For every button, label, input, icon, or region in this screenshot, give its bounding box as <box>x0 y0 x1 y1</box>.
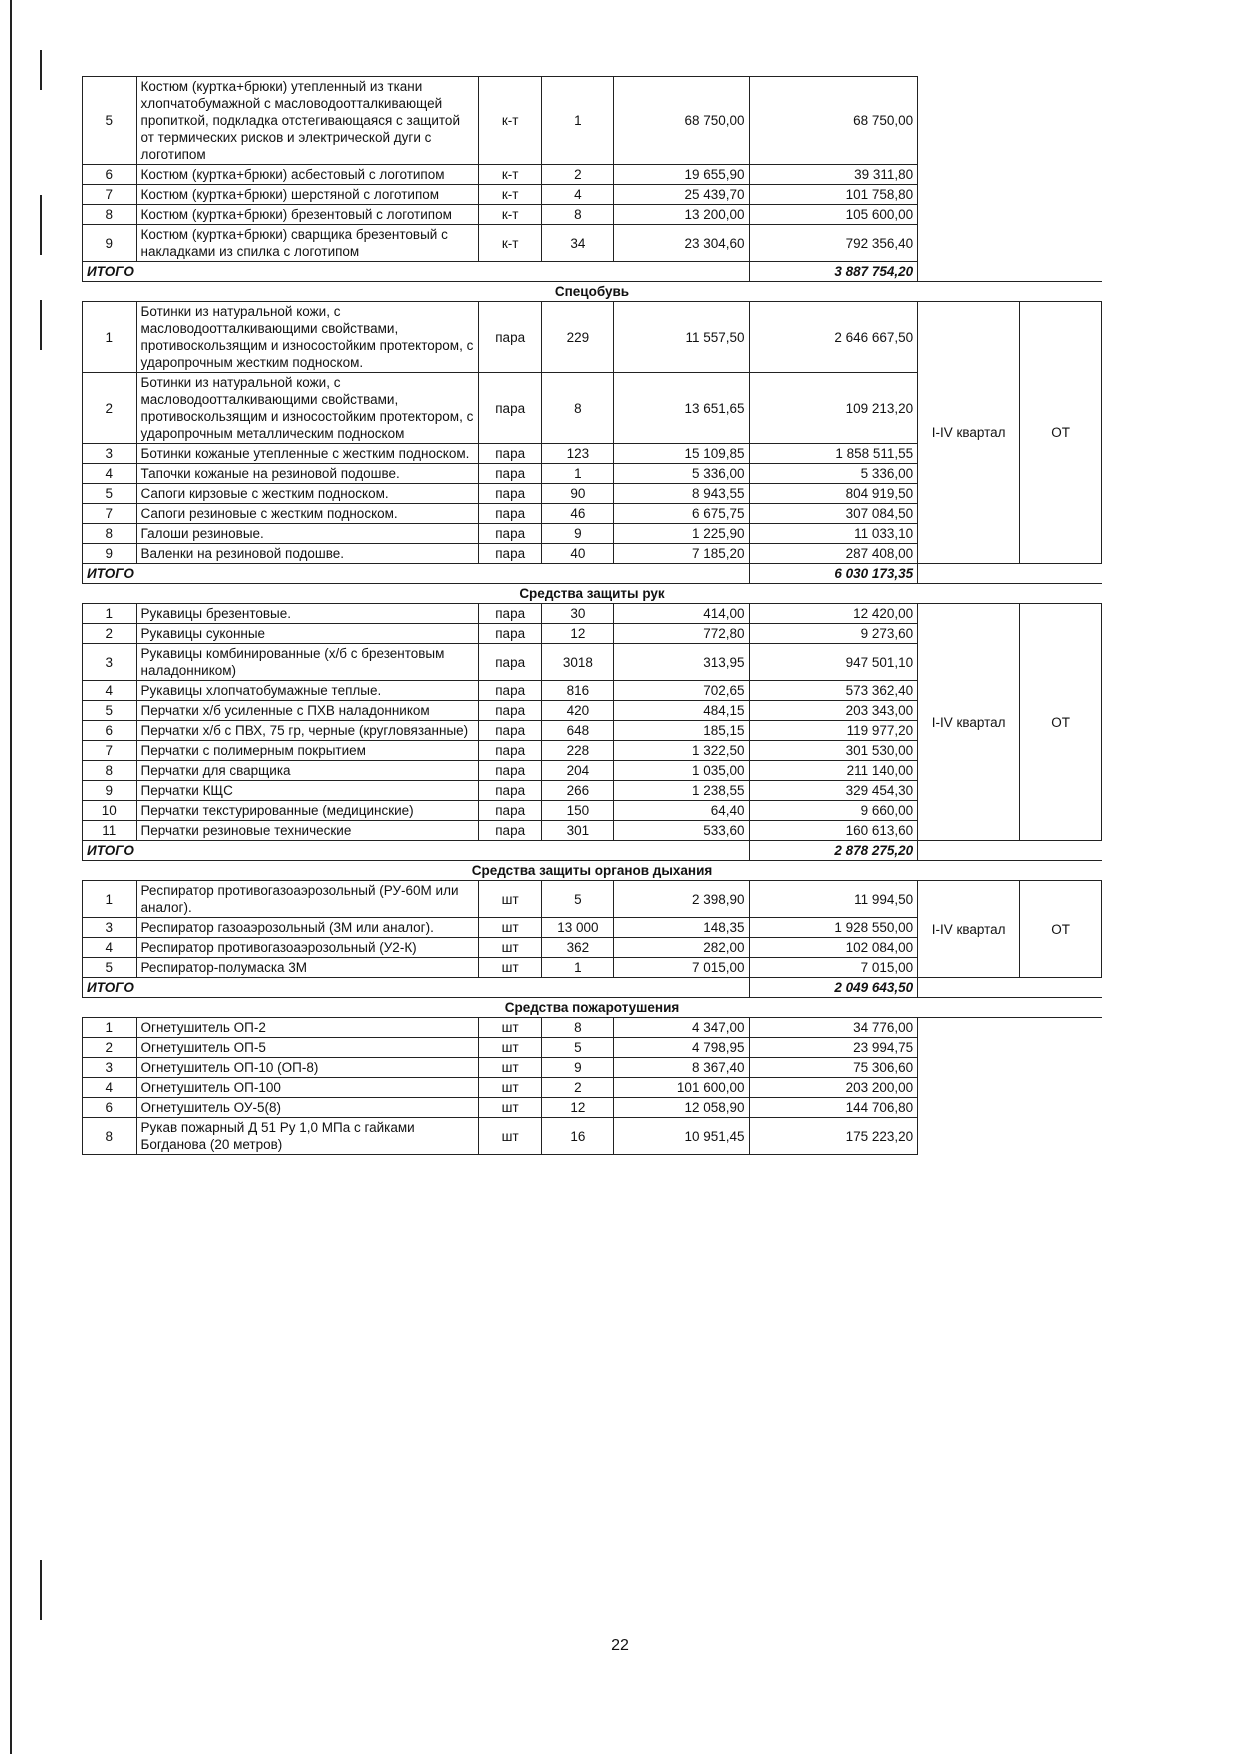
row-number: 8 <box>83 761 137 781</box>
quantity: 3018 <box>542 644 614 681</box>
quantity: 204 <box>542 761 614 781</box>
quantity: 1 <box>542 464 614 484</box>
unit: пара <box>478 821 542 841</box>
unit-price: 64,40 <box>614 801 749 821</box>
row-number: 4 <box>83 938 137 958</box>
total-value: 3 887 754,20 <box>749 262 918 282</box>
unit-price: 8 943,55 <box>614 484 749 504</box>
total-value: 6 030 173,35 <box>749 564 918 584</box>
row-number: 7 <box>83 185 137 205</box>
quantity: 4 <box>542 185 614 205</box>
item-name: Галоши резиновые. <box>136 524 478 544</box>
total-sum: 2 646 667,50 <box>749 302 918 373</box>
item-name: Ботинки кожаные утепленные с жестким подноском. <box>136 444 478 464</box>
unit-price: 8 367,40 <box>614 1058 749 1078</box>
unit: пара <box>478 524 542 544</box>
row-number: 5 <box>83 701 137 721</box>
row-number: 5 <box>83 77 137 165</box>
unit: шт <box>478 1078 542 1098</box>
unit: шт <box>478 938 542 958</box>
total-sum: 34 776,00 <box>749 1018 918 1038</box>
total-sum: 160 613,60 <box>749 821 918 841</box>
section-title: Средства защиты рук <box>83 584 1102 604</box>
row-number: 1 <box>83 1018 137 1038</box>
empty-cell <box>918 978 1102 998</box>
row-number: 9 <box>83 225 137 262</box>
procurement-table <box>82 76 1102 1155</box>
total-label: ИТОГО <box>83 841 750 861</box>
quantity: 9 <box>542 1058 614 1078</box>
quantity: 2 <box>542 165 614 185</box>
unit: пара <box>478 464 542 484</box>
unit: пара <box>478 624 542 644</box>
quantity: 150 <box>542 801 614 821</box>
quantity: 16 <box>542 1118 614 1155</box>
total-sum: 792 356,40 <box>749 225 918 262</box>
total-sum: 68 750,00 <box>749 77 918 165</box>
total-row <box>83 564 1102 584</box>
item-name: Перчатки для сварщика <box>136 761 478 781</box>
unit-price: 4 798,95 <box>614 1038 749 1058</box>
total-label: ИТОГО <box>83 262 750 282</box>
row-number: 7 <box>83 504 137 524</box>
row-number: 4 <box>83 464 137 484</box>
unit-price: 15 109,85 <box>614 444 749 464</box>
unit-price: 702,65 <box>614 681 749 701</box>
row-number: 3 <box>83 918 137 938</box>
section-header-row <box>83 861 1102 881</box>
total-sum: 203 343,00 <box>749 701 918 721</box>
item-name: Валенки на резиновой подошве. <box>136 544 478 564</box>
unit: к-т <box>478 225 542 262</box>
item-name: Респиратор противогазоаэрозольный (У2-К) <box>136 938 478 958</box>
total-sum: 307 084,50 <box>749 504 918 524</box>
row-number: 7 <box>83 741 137 761</box>
row-number: 1 <box>83 881 137 918</box>
row-number: 6 <box>83 1098 137 1118</box>
item-name: Респиратор-полумаска 3М <box>136 958 478 978</box>
row-number: 1 <box>83 302 137 373</box>
item-name: Костюм (куртка+брюки) асбестовый с логотипом <box>136 165 478 185</box>
item-name: Перчатки х/б усиленные с ПХВ наладонником <box>136 701 478 721</box>
total-sum: 9 660,00 <box>749 801 918 821</box>
table-row <box>83 1018 1102 1038</box>
unit: шт <box>478 1118 542 1155</box>
quantity: 8 <box>542 373 614 444</box>
row-number: 2 <box>83 373 137 444</box>
row-number: 5 <box>83 484 137 504</box>
page-number: 22 <box>611 1637 629 1654</box>
section-title: Средства пожаротушения <box>83 998 1102 1018</box>
item-name: Респиратор противогазоаэрозольный (РУ-60М или аналог). <box>136 881 478 918</box>
total-sum: 102 084,00 <box>749 938 918 958</box>
row-number: 6 <box>83 165 137 185</box>
quantity: 46 <box>542 504 614 524</box>
row-number: 9 <box>83 544 137 564</box>
quantity: 2 <box>542 1078 614 1098</box>
total-sum: 11 033,10 <box>749 524 918 544</box>
source-cell: ОТ <box>1020 302 1102 564</box>
total-sum: 12 420,00 <box>749 604 918 624</box>
total-sum: 39 311,80 <box>749 165 918 185</box>
quantity: 301 <box>542 821 614 841</box>
row-number: 8 <box>83 1118 137 1155</box>
scan-mark <box>40 50 42 90</box>
scan-mark <box>40 195 42 255</box>
empty-cell <box>918 841 1102 861</box>
row-number: 10 <box>83 801 137 821</box>
scan-edge-line <box>10 0 12 1754</box>
row-number: 11 <box>83 821 137 841</box>
scan-mark <box>40 300 42 350</box>
unit-price: 148,35 <box>614 918 749 938</box>
quantity: 8 <box>542 1018 614 1038</box>
section-header-row <box>83 998 1102 1018</box>
unit-price: 185,15 <box>614 721 749 741</box>
row-number: 3 <box>83 1058 137 1078</box>
table-row <box>83 881 1102 918</box>
quantity: 5 <box>542 1038 614 1058</box>
unit-price: 1 035,00 <box>614 761 749 781</box>
item-name: Тапочки кожаные на резиновой подошве. <box>136 464 478 484</box>
total-sum: 1 858 511,55 <box>749 444 918 464</box>
unit-price: 12 058,90 <box>614 1098 749 1118</box>
period-cell-empty <box>918 1018 1020 1155</box>
quantity: 1 <box>542 77 614 165</box>
total-sum: 1 928 550,00 <box>749 918 918 938</box>
row-number: 4 <box>83 681 137 701</box>
unit: пара <box>478 373 542 444</box>
unit-price: 11 557,50 <box>614 302 749 373</box>
table-row <box>83 302 1102 373</box>
item-name: Рукавицы комбинированные (х/б с брезентовым наладонником) <box>136 644 478 681</box>
unit-price: 19 655,90 <box>614 165 749 185</box>
period-cell: I-IV квартал <box>918 302 1020 564</box>
total-row <box>83 262 1102 282</box>
quantity: 266 <box>542 781 614 801</box>
unit-price: 7 185,20 <box>614 544 749 564</box>
unit-price: 533,60 <box>614 821 749 841</box>
item-name: Огнетушитель ОП-5 <box>136 1038 478 1058</box>
row-number: 5 <box>83 958 137 978</box>
total-sum: 23 994,75 <box>749 1038 918 1058</box>
unit: пара <box>478 504 542 524</box>
item-name: Рукавицы хлопчатобумажные теплые. <box>136 681 478 701</box>
unit-price: 7 015,00 <box>614 958 749 978</box>
unit-price: 5 336,00 <box>614 464 749 484</box>
unit: пара <box>478 681 542 701</box>
section-header-row <box>83 282 1102 302</box>
unit: пара <box>478 721 542 741</box>
table-row <box>83 604 1102 624</box>
empty-cell <box>918 564 1102 584</box>
unit: шт <box>478 918 542 938</box>
quantity: 816 <box>542 681 614 701</box>
unit-price: 414,00 <box>614 604 749 624</box>
empty-cell <box>918 262 1102 282</box>
item-name: Рукав пожарный Д 51 Ру 1,0 МПа с гайками Богданова (20 метров) <box>136 1118 478 1155</box>
unit: пара <box>478 604 542 624</box>
item-name: Перчатки резиновые технические <box>136 821 478 841</box>
row-number: 3 <box>83 644 137 681</box>
total-sum: 101 758,80 <box>749 185 918 205</box>
unit-price: 772,80 <box>614 624 749 644</box>
item-name: Костюм (куртка+брюки) сварщика брезентовый с накладками из спилка с логотипом <box>136 225 478 262</box>
total-sum: 947 501,10 <box>749 644 918 681</box>
quantity: 34 <box>542 225 614 262</box>
item-name: Огнетушитель ОП-100 <box>136 1078 478 1098</box>
total-label: ИТОГО <box>83 978 750 998</box>
quantity: 8 <box>542 205 614 225</box>
total-sum: 109 213,20 <box>749 373 918 444</box>
quantity: 9 <box>542 524 614 544</box>
total-sum: 9 273,60 <box>749 624 918 644</box>
unit: пара <box>478 741 542 761</box>
total-sum: 804 919,50 <box>749 484 918 504</box>
row-number: 3 <box>83 444 137 464</box>
unit-price: 282,00 <box>614 938 749 958</box>
unit-price: 484,15 <box>614 701 749 721</box>
unit-price: 6 675,75 <box>614 504 749 524</box>
total-sum: 573 362,40 <box>749 681 918 701</box>
total-sum: 287 408,00 <box>749 544 918 564</box>
source-cell: ОТ <box>1020 604 1102 841</box>
unit: пара <box>478 781 542 801</box>
unit: к-т <box>478 205 542 225</box>
quantity: 123 <box>542 444 614 464</box>
item-name: Перчатки х/б с ПВХ, 75 гр, черные (кругловязанные) <box>136 721 478 741</box>
unit-price: 13 200,00 <box>614 205 749 225</box>
total-sum: 203 200,00 <box>749 1078 918 1098</box>
quantity: 228 <box>542 741 614 761</box>
item-name: Респиратор газоаэрозольный (3М или аналог). <box>136 918 478 938</box>
item-name: Перчатки с полимерным покрытием <box>136 741 478 761</box>
total-sum: 105 600,00 <box>749 205 918 225</box>
unit: к-т <box>478 77 542 165</box>
item-name: Огнетушитель ОУ-5(8) <box>136 1098 478 1118</box>
row-number: 1 <box>83 604 137 624</box>
total-sum: 11 994,50 <box>749 881 918 918</box>
total-sum: 119 977,20 <box>749 721 918 741</box>
unit: к-т <box>478 185 542 205</box>
total-sum: 329 454,30 <box>749 781 918 801</box>
item-name: Костюм (куртка+брюки) шерстяной с логотипом <box>136 185 478 205</box>
total-row <box>83 841 1102 861</box>
quantity: 362 <box>542 938 614 958</box>
unit: шт <box>478 881 542 918</box>
unit: пара <box>478 484 542 504</box>
unit-price: 1 322,50 <box>614 741 749 761</box>
row-number: 9 <box>83 781 137 801</box>
unit-price: 13 651,65 <box>614 373 749 444</box>
period-cell: I-IV квартал <box>918 881 1020 978</box>
section-header-row <box>83 584 1102 604</box>
row-number: 8 <box>83 524 137 544</box>
unit: шт <box>478 1058 542 1078</box>
scan-mark <box>40 1560 42 1620</box>
unit: шт <box>478 958 542 978</box>
source-cell-empty <box>1020 1018 1102 1155</box>
quantity: 12 <box>542 1098 614 1118</box>
item-name: Огнетушитель ОП-2 <box>136 1018 478 1038</box>
quantity: 90 <box>542 484 614 504</box>
unit: пара <box>478 801 542 821</box>
item-name: Сапоги резиновые с жестким подноском. <box>136 504 478 524</box>
unit: к-т <box>478 165 542 185</box>
item-name: Огнетушитель ОП-10 (ОП-8) <box>136 1058 478 1078</box>
total-sum: 144 706,80 <box>749 1098 918 1118</box>
unit-price: 2 398,90 <box>614 881 749 918</box>
period-cell-empty <box>918 77 1020 262</box>
quantity: 12 <box>542 624 614 644</box>
unit: шт <box>478 1018 542 1038</box>
section-title: Спецобувь <box>83 282 1102 302</box>
item-name: Костюм (куртка+брюки) утепленный из ткани хлопчатобумажной с масловодоотталкивающей пропиткой, подкладка отстегивающаяся с защитой от термических рисков и электрической дуги с логотипом <box>136 77 478 165</box>
quantity: 40 <box>542 544 614 564</box>
row-number: 2 <box>83 1038 137 1058</box>
total-sum: 175 223,20 <box>749 1118 918 1155</box>
item-name: Рукавицы брезентовые. <box>136 604 478 624</box>
item-name: Рукавицы суконные <box>136 624 478 644</box>
unit: пара <box>478 701 542 721</box>
row-number: 2 <box>83 624 137 644</box>
period-cell: I-IV квартал <box>918 604 1020 841</box>
unit-price: 1 238,55 <box>614 781 749 801</box>
unit: пара <box>478 644 542 681</box>
item-name: Ботинки из натуральной кожи, с масловодоотталкивающими свойствами, противоскользящим и износостойким протектором, с ударопрочным жестким подноском. <box>136 302 478 373</box>
quantity: 420 <box>542 701 614 721</box>
item-name: Перчатки КЩС <box>136 781 478 801</box>
total-sum: 211 140,00 <box>749 761 918 781</box>
row-number: 4 <box>83 1078 137 1098</box>
total-value: 2 049 643,50 <box>749 978 918 998</box>
total-sum: 75 306,60 <box>749 1058 918 1078</box>
quantity: 648 <box>542 721 614 741</box>
item-name: Ботинки из натуральной кожи, с масловодоотталкивающими свойствами, противоскользящим и износостойким протектором, с ударопрочным металлическим подноском <box>136 373 478 444</box>
quantity: 1 <box>542 958 614 978</box>
total-sum: 7 015,00 <box>749 958 918 978</box>
unit: пара <box>478 761 542 781</box>
unit-price: 1 225,90 <box>614 524 749 544</box>
unit: шт <box>478 1038 542 1058</box>
quantity: 13 000 <box>542 918 614 938</box>
section-title: Средства защиты органов дыхания <box>83 861 1102 881</box>
unit-price: 10 951,45 <box>614 1118 749 1155</box>
unit-price: 313,95 <box>614 644 749 681</box>
unit-price: 25 439,70 <box>614 185 749 205</box>
unit: пара <box>478 544 542 564</box>
unit-price: 4 347,00 <box>614 1018 749 1038</box>
unit-price: 101 600,00 <box>614 1078 749 1098</box>
unit: шт <box>478 1098 542 1118</box>
unit-price: 68 750,00 <box>614 77 749 165</box>
unit-price: 23 304,60 <box>614 225 749 262</box>
source-cell: ОТ <box>1020 881 1102 978</box>
unit: пара <box>478 444 542 464</box>
quantity: 5 <box>542 881 614 918</box>
quantity: 30 <box>542 604 614 624</box>
total-sum: 301 530,00 <box>749 741 918 761</box>
quantity: 229 <box>542 302 614 373</box>
total-label: ИТОГО <box>83 564 750 584</box>
item-name: Перчатки текстурированные (медицинские) <box>136 801 478 821</box>
item-name: Сапоги кирзовые с жестким подноском. <box>136 484 478 504</box>
table-row <box>83 77 1102 165</box>
row-number: 8 <box>83 205 137 225</box>
unit: пара <box>478 302 542 373</box>
total-sum: 5 336,00 <box>749 464 918 484</box>
row-number: 6 <box>83 721 137 741</box>
total-row <box>83 978 1102 998</box>
total-value: 2 878 275,20 <box>749 841 918 861</box>
source-cell-empty <box>1020 77 1102 262</box>
item-name: Костюм (куртка+брюки) брезентовый с логотипом <box>136 205 478 225</box>
